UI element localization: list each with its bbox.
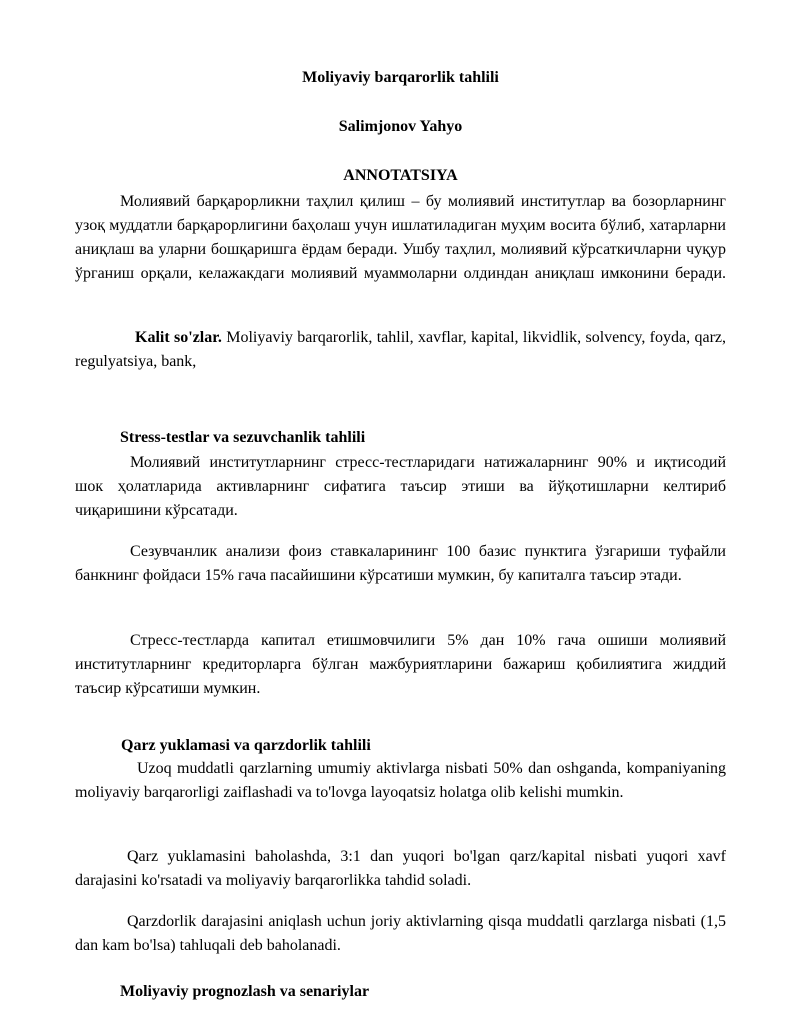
annotation-paragraph: Молиявий барқарорликни таҳлил қилиш – бу молиявий институтлар ва бозорларнинг узоқ муддатли барқарорлигини баҳолаш учун ишлатиладиган муҳим восита бўлиб, хатарларни аниқлаш ва уларни бошқаришга ёрдам беради. Ушбу таҳлил, молиявий кўрсаткичларни чуқур ўрганиш орқали, келажакдаги молиявий муаммоларни олдиндан аниқлаш имконини беради. xyxy=(75,193,726,282)
keywords-list: Moliyaviy barqarorlik, tahlil, xavflar, kapital, likvidlik, solvency, foyda, qarz, regulyatsiya, bank, xyxy=(75,329,727,370)
stress-paragraph-3: Стресс-тестларда капитал етишмовчилиги 5% дан 10% гача ошиши молиявий институтларнинг кредиторларга бўлган мажбуриятларини бажариш қобилиятига жиддий таъсир кўрсатиши мумкин. xyxy=(75,632,726,697)
debt-paragraph-2: Qarz yuklamasini baholashda, 3:1 dan yuqori bo'lgan qarz/kapital nisbati yuqori xavf darajasini ko'rsatadi va moliyaviy barqarorlikka tahdid soladi. xyxy=(75,848,726,889)
annotation-heading: ANNOTATSIYA xyxy=(343,167,458,184)
debt-paragraph-3: Qarzdorlik darajasini aniqlash uchun joriy aktivlarning qisqa muddatli qarzlarga nisbati (1,5 dan kam bo'lsa) tahluqali deb baholanadi. xyxy=(75,913,726,954)
keywords-label: Kalit so'zlar. xyxy=(135,329,222,346)
stress-paragraph-2: Сезувчанлик анализи фоиз ставкаларининг 100 базис пунктига ўзгариши туфайли банкнинг фойдаси 15% гача пасайишини кўрсатиши мумкин, бу капиталга таъсир этади. xyxy=(75,543,726,584)
debt-paragraph-1: Uzoq muddatli qarzlarning umumiy aktivlarga nisbati 50% dan oshganda, kompaniyaning moliyaviy barqarorligi zaiflashadi va to'lovga layoqatsiz holatga olib kelishi mumkin. xyxy=(75,760,726,801)
stress-paragraph-1: Молиявий институтларнинг стресс-тестларидаги натижаларнинг 90% и иқтисодий шок ҳолатларида активларнинг сифатига таъсир этиши ва йўқотишларни келтириб чиқаришини кўрсатади. xyxy=(75,454,726,519)
author-name: Salimjonov Yahyo xyxy=(338,118,463,135)
document-title: Moliyaviy barqarorlik tahlili xyxy=(302,69,499,86)
keywords-paragraph xyxy=(75,326,726,374)
section-heading-forecasting: Moliyaviy prognozlash va senariylar xyxy=(120,983,370,1000)
section-heading-stress-tests: Stress-testlar va sezuvchanlik tahlili xyxy=(120,429,366,446)
section-heading-debt-load: Qarz yuklamasi va qarzdorlik tahlili xyxy=(121,737,371,754)
